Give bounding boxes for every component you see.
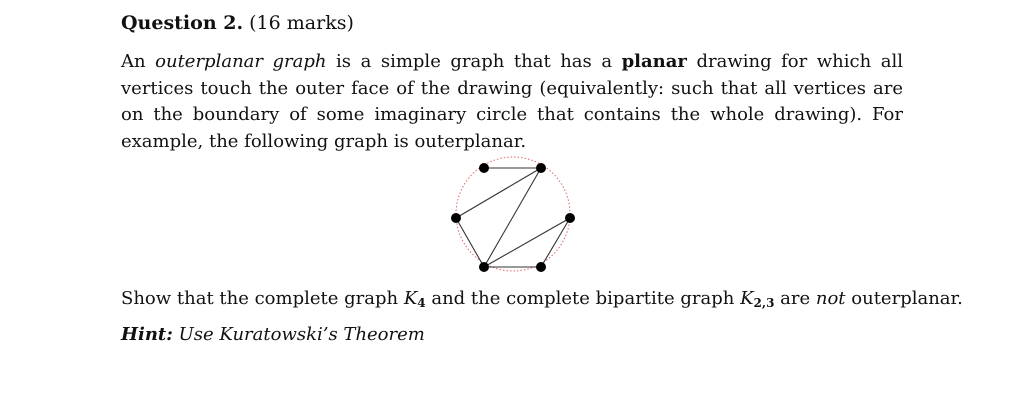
question-label: Question 2. <box>121 12 244 34</box>
intro-bold: planar <box>621 51 687 72</box>
question-marks: (16 marks) <box>249 12 354 34</box>
graph-edge <box>484 168 541 267</box>
graph-vertex <box>565 213 575 223</box>
k23-letter: K <box>740 288 754 309</box>
graph-vertex <box>536 262 546 272</box>
intro-term: outerplanar graph <box>155 51 327 72</box>
boundary-circle <box>456 157 570 271</box>
hint-text: Use Kuratowski’s Theorem <box>172 324 425 345</box>
task-part-2: and the complete bipartite graph <box>425 288 741 309</box>
task-part-4: outerplanar. <box>845 288 963 309</box>
k23-subscript: 2,3 <box>753 296 775 310</box>
graph-edge <box>541 218 570 267</box>
graph-edge <box>456 168 541 218</box>
task-part-3: are <box>774 288 816 309</box>
task-not: not <box>815 288 846 309</box>
graph-edge <box>484 218 570 267</box>
graph-vertex <box>451 213 461 223</box>
question-heading <box>121 10 903 36</box>
graph-edge <box>456 218 484 267</box>
graph-vertex <box>479 163 489 173</box>
hint-line <box>121 322 425 348</box>
task-sentence <box>121 286 963 312</box>
k4-letter: K <box>403 288 418 309</box>
intro-part-3: drawing for which all vertices touch the outer face of the drawing (equivalently: such that all vertices are on the boundary of some imaginary circle that contains the whole drawing). For example, the following graph is outerplanar. <box>121 51 903 152</box>
outerplanar-graph-figure <box>443 148 583 278</box>
hint-label: Hint: <box>121 324 173 345</box>
graph-edges <box>456 168 570 267</box>
intro-part-2: is a simple graph that has a <box>326 51 622 72</box>
graph-vertex <box>479 262 489 272</box>
question-block <box>121 10 963 345</box>
intro-part-1: An <box>121 51 156 72</box>
k4-subscript: 4 <box>417 296 426 310</box>
task-part-1: Show that the complete graph <box>121 288 404 309</box>
k4-symbol <box>404 288 426 309</box>
graph-vertex <box>536 163 546 173</box>
intro-paragraph <box>121 49 903 155</box>
k23-symbol <box>740 288 774 309</box>
